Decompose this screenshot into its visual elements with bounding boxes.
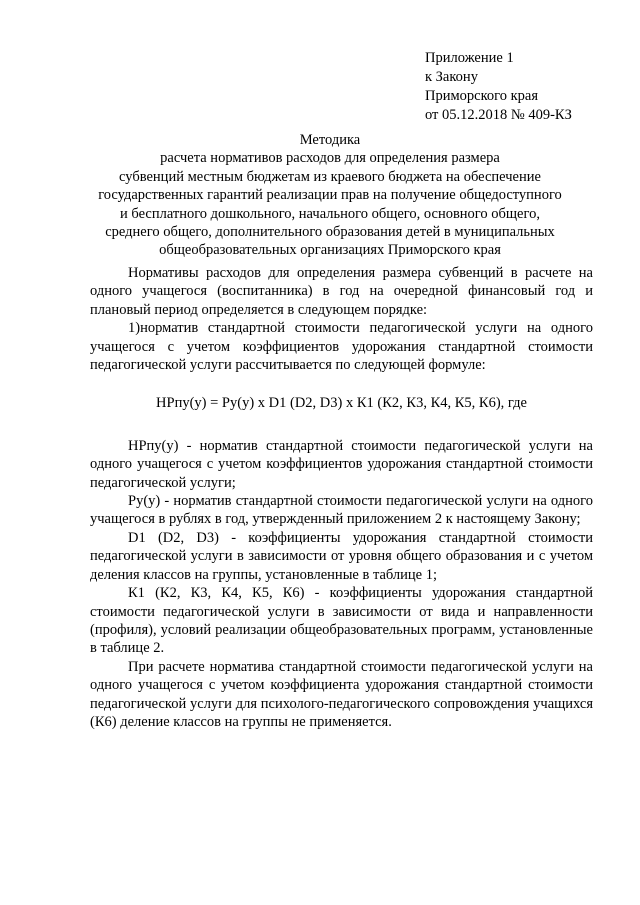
definition-ru: Ру(у) - норматив стандартной стоимости педагогической услуги на одного учащегося в рублях в год, утвержденный приложением 2 к настоящему Закону; [90, 493, 593, 528]
title-line: государственных гарантий реализации прав на получение общедоступного [98, 187, 562, 204]
appendix-line-1: Приложение 1 [425, 50, 514, 66]
title-line: и бесплатного дошкольного, начального общего, основного общего, [120, 205, 540, 222]
document-title [70, 131, 590, 260]
document-body [90, 264, 593, 731]
appendix-line-4: от 05.12.2018 № 409-КЗ [425, 107, 572, 123]
item-1-paragraph: 1)норматив стандартной стоимости педагогической услуги на одного учащегося с учетом коэффициентов удорожания стандартной стоимости педагогической услуги рассчитывается по следующей формуле: [90, 320, 593, 374]
title-heading: Методика [299, 132, 361, 148]
title-line: расчета нормативов расходов для определения размера [160, 150, 500, 167]
definition-nrpu: НРпу(у) - норматив стандартной стоимости педагогической услуги на одного учащегося с учетом коэффициентов удорожания стандартной стоимости педагогической услуги; [90, 437, 593, 491]
title-line: субвенций местным бюджетам из краевого бюджета на обеспечение [119, 168, 541, 185]
formula: НРпу(у) = Ру(у) х D1 (D2, D3) х К1 (К2, К3, К4, К5, К6), где [156, 395, 527, 412]
note-paragraph: При расчете норматива стандартной стоимости педагогической услуги на одного учащегося с учетом коэффициента удорожания стандартной стоимости педагогической услуги для психолого-педагогического сопровождения учащихся (К6) деление классов на группы не применяется. [90, 658, 593, 730]
appendix-line-2: к Закону [425, 69, 478, 85]
definition-k-coefficients: К1 (К2, К3, К4, К5, К6) - коэффициенты удорожания стандартной стоимости педагогической услуги в зависимости от вида и направленности (профиля), условий реализации общеобразовательных программ, установленные в таблице 2. [90, 585, 593, 657]
title-line: среднего общего, дополнительного образования детей в муниципальных [105, 224, 555, 241]
appendix-reference [425, 49, 572, 125]
intro-paragraph: Нормативы расходов для определения размера субвенций в расчете на одного учащегося (воспитанника) в год на очередной финансовый год и плановый период определяется в следующем порядке: [90, 265, 593, 318]
title-line: общеобразовательных организациях Приморского края [159, 242, 501, 259]
appendix-line-3: Приморского края [425, 88, 539, 104]
definition-d-coefficients: D1 (D2, D3) - коэффициенты удорожания стандартной стоимости педагогической услуги в зависимости от уровня общего образования и с учетом деления классов на группы, установленные в таблице 1; [90, 529, 593, 583]
